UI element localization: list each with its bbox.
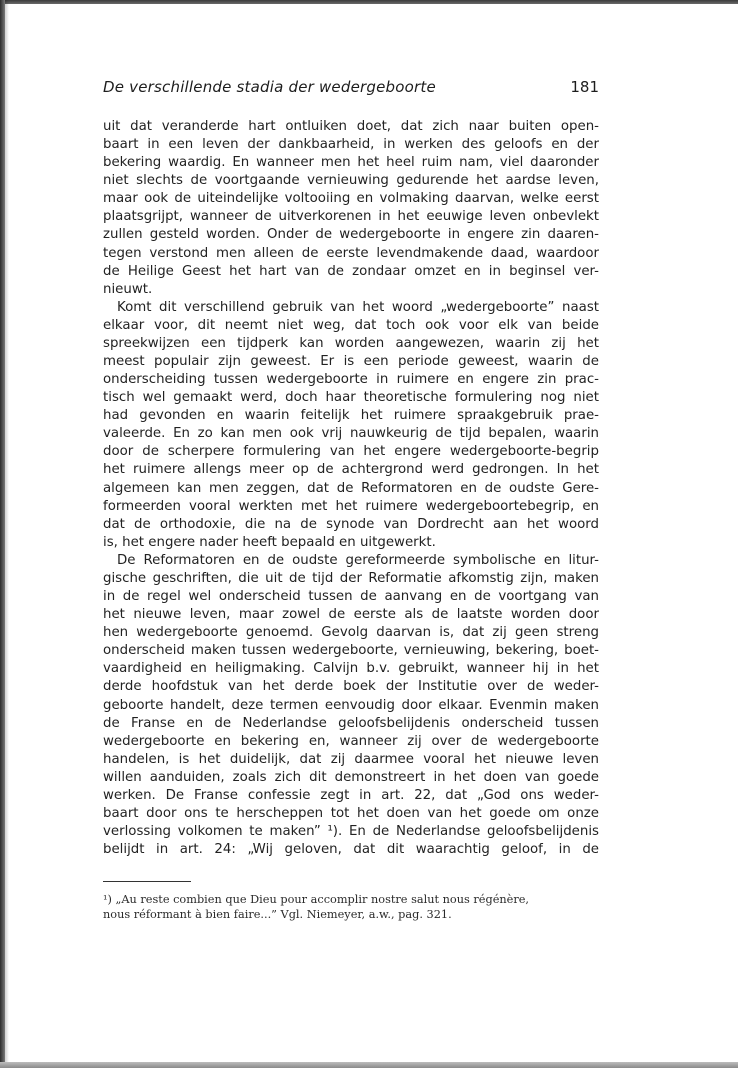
footnote-line: ¹) „Au reste combien que Dieu pour accomplir nostre salut nous régénère, (103, 893, 530, 906)
text-line: nieuwt. (103, 281, 153, 297)
text-line: geboorte handelt, deze termen eenvoudig door elkaar. Evenmin maken (103, 697, 599, 713)
text-line: maar ook de uiteindelijke voltooiing en volmaking daarvan, welke eerst (103, 191, 599, 207)
text-line: formeerden vooral werkten met het ruimere wedergeboortebegrip, en (103, 498, 599, 514)
text-line: verlossing volkomen te maken” ¹). En de Nederlandse geloofsbelijdenis (103, 824, 599, 840)
text-line: de Heilige Geest het hart van de zondaar omzet en in beginsel ver- (103, 263, 599, 279)
text-line: Komt dit verschillend gebruik van het woord „wedergeboorte” naast (117, 299, 599, 315)
text-line: meest populair zijn geweest. Er is een periode geweest, waarin de (103, 354, 599, 370)
footnote-rule (103, 881, 191, 882)
page-header (103, 78, 599, 102)
text-line: tisch wel gemaakt werd, doch haar theoretische formulering nog niet (103, 390, 599, 406)
text-line: derde hoofdstuk van het derde boek der Institutie over de weder- (103, 679, 599, 695)
body-text (103, 118, 599, 859)
paragraph-2 (103, 299, 599, 552)
text-line: plaatsgrijpt, wanneer de uitverkorenen in het eeuwige leven onbevlekt (103, 209, 599, 225)
text-line: het nieuwe leven, maar zowel de eerste als de laatste worden door (103, 607, 599, 623)
text-line: bekering waardig. En wanneer men het heel ruim nam, viel daaronder (103, 155, 599, 171)
text-line: dat de orthodoxie, die na de synode van Dordrecht aan het woord (103, 516, 599, 532)
text-line: onderscheid maken tussen wedergeboorte, vernieuwing, bekering, boet- (103, 643, 599, 659)
text-line: elkaar voor, dit neemt niet weg, dat toch ook voor elk van beide (103, 317, 599, 333)
text-line: werken. De Franse confessie zegt in art. 22, dat „God ons weder- (103, 787, 599, 803)
text-line: valeerde. En zo kan men ook vrij nauwkeurig de tijd bepalen, waarin (103, 426, 599, 442)
text-line: is, het engere nader heeft bepaald en uitgewerkt. (103, 534, 436, 550)
scan-edge-bottom (0, 1062, 738, 1068)
text-line: gische geschriften, die uit de tijd der Reformatie afkomstig zijn, maken (103, 570, 599, 586)
scan-edge-top (0, 0, 738, 4)
footnote-line: nous réformant à bien faire...” Vgl. Niemeyer, a.w., pag. 321. (103, 908, 452, 921)
text-line: baart in een leven der dankbaarheid, in werken des geloofs en der (103, 137, 599, 153)
text-line: tegen verstond men alleen de eerste levendmakende daad, waardoor (103, 245, 599, 261)
page-number: 181 (570, 78, 599, 96)
text-line: wedergeboorte en bekering en, wanneer zij over de wedergeboorte (103, 733, 599, 749)
text-line: baart door ons te herscheppen tot het doen van het goede om onze (103, 805, 599, 821)
text-line: de Franse en de Nederlandse geloofsbelijdenis onderscheid tussen (103, 715, 599, 731)
paragraph-3 (103, 552, 599, 859)
text-line: spreekwijzen een tijdperk kan worden aangewezen, waarin zij het (103, 335, 599, 351)
text-line: door de scherpere formulering van het engere wedergeboorte-begrip (103, 444, 599, 460)
scan-edge-shadow (5, 0, 9, 1068)
text-line: De Reformatoren en de oudste gereformeerde symbolische en litur- (117, 552, 599, 568)
text-line: zullen gesteld worden. Onder de wedergeboorte in engere zin daaren- (103, 227, 599, 243)
text-line: vaardigheid en heiligmaking. Calvijn b.v. gebruikt, wanneer hij in het (103, 661, 599, 677)
text-line: onderscheiding tussen wedergeboorte in ruimere en engere zin prac- (103, 372, 599, 388)
running-title: De verschillende stadia der wedergeboorte (103, 78, 436, 96)
text-line: had gevonden en waarin feitelijk het ruimere spraakgebruik prae- (103, 408, 599, 424)
footnote (103, 892, 599, 922)
text-line: in de regel wel onderscheid tussen de aanvang en de voortgang van (103, 589, 599, 605)
text-line: handelen, is het duidelijk, dat zij daarmee vooral het nieuwe leven (103, 751, 599, 767)
text-line: uit dat veranderde hart ontluiken doet, dat zich naar buiten open- (103, 119, 599, 134)
text-line: belijdt in art. 24: „Wij geloven, dat dit waarachtig geloof, in de (103, 842, 599, 858)
text-line: niet slechts de voortgaande vernieuwing gedurende het aardse leven, (103, 173, 599, 189)
text-line: hen wedergeboorte genoemd. Gevolg daarvan is, dat zij geen streng (103, 625, 599, 641)
text-line: algemeen kan men zeggen, dat de Reformatoren en de oudste Gere- (103, 480, 599, 496)
text-line: willen aanduiden, zoals zich dit demonstreert in het doen van goede (103, 769, 599, 785)
paragraph-1 (103, 118, 599, 299)
text-line: het ruimere allengs meer op de achtergrond werd gedrongen. In het (103, 462, 599, 478)
